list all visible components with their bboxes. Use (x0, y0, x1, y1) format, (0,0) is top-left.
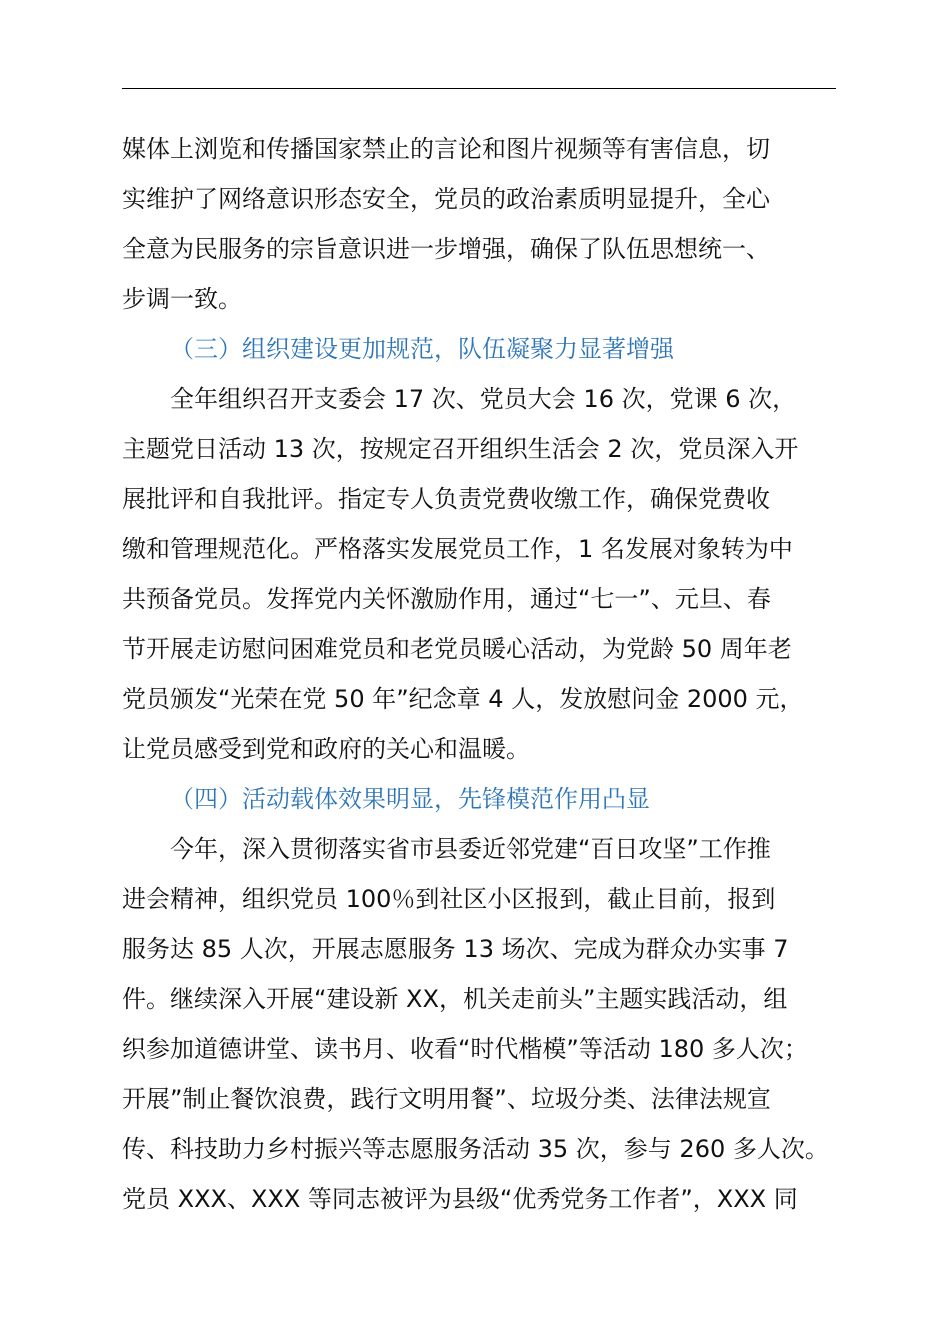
paragraph-activities (122, 824, 836, 1224)
document-body (122, 124, 836, 1224)
text-line: 展批评和自我批评。指定专人负责党费收缴工作，确保党费收 (122, 485, 770, 513)
header-rule (122, 88, 836, 89)
paragraph-continued (122, 124, 836, 324)
text-line: 全年组织召开支委会 17 次、党员大会 16 次，党课 6 次， (170, 385, 797, 413)
text-line: 全意为民服务的宗旨意识进一步增强，确保了队伍思想统一、 (122, 235, 770, 263)
text-line: 媒体上浏览和传播国家禁止的言论和图片视频等有害信息，切 (122, 135, 770, 163)
text-line: 让党员感受到党和政府的关心和温暖。 (122, 735, 530, 763)
paragraph-organization (122, 374, 836, 774)
section-heading-3: （三）组织建设更加规范，队伍凝聚力显著增强 (170, 335, 674, 363)
text-line: 服务达 85 人次，开展志愿服务 13 场次、完成为群众办实事 7 (122, 935, 789, 963)
text-line: 织参加道德讲堂、读书月、收看“时代楷模”等活动 180 多人次； (122, 1035, 808, 1063)
text-line: 缴和管理规范化。严格落实发展党员工作，1 名发展对象转为中 (122, 535, 793, 563)
text-line: 党员 XXX、XXX 等同志被评为县级“优秀党务工作者”，XXX 同 (122, 1185, 798, 1213)
text-line: 节开展走访慰问困难党员和老党员暖心活动，为党龄 50 周年老 (122, 635, 792, 663)
text-line: 实维护了网络意识形态安全，党员的政治素质明显提升，全心 (122, 185, 770, 213)
text-line: 进会精神，组织党员 100％到社区小区报到，截止目前，报到 (122, 885, 776, 913)
text-line: 党员颁发“光荣在党 50 年”纪念章 4 人，发放慰问金 2000 元， (122, 685, 804, 713)
text-line: 件。继续深入开展“建设新 XX，机关走前头”主题实践活动，组 (122, 985, 788, 1013)
section-heading-4: （四）活动载体效果明显，先锋模范作用凸显 (170, 785, 650, 813)
text-line: 传、科技助力乡村振兴等志愿服务活动 35 次，参与 260 多人次。 (122, 1135, 829, 1163)
text-line: 步调一致。 (122, 285, 242, 313)
text-line: 开展”制止餐饮浪费，践行文明用餐”、垃圾分类、法律法规宣 (122, 1085, 771, 1113)
text-line: 主题党日活动 13 次，按规定召开组织生活会 2 次，党员深入开 (122, 435, 799, 463)
text-line: 共预备党员。发挥党内关怀激励作用，通过“七一”、元旦、春 (122, 585, 771, 613)
text-line: 今年，深入贯彻落实省市县委近邻党建“百日攻坚”工作推 (170, 835, 771, 863)
